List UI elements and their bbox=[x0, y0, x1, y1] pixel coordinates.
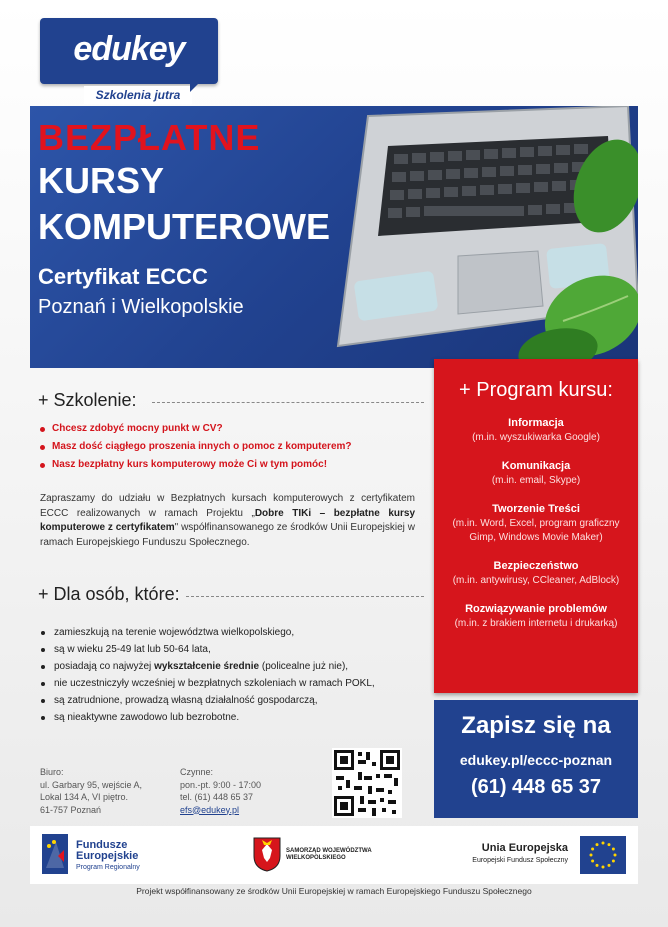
fe-title: Europejskie bbox=[76, 850, 139, 862]
fundusze-europejskie-logo bbox=[42, 834, 68, 874]
signup-url[interactable]: edukey.pl/eccc-poznan bbox=[459, 752, 613, 768]
certificate-title: Certyfikat ECCC bbox=[38, 264, 208, 289]
training-heading: + Szkolenie: bbox=[38, 390, 137, 410]
samorzad-text bbox=[286, 848, 372, 862]
office-address: ul. Garbary 95, wejście A, bbox=[40, 779, 143, 790]
program-item-desc: (m.in. antywirusy, CCleaner, AdBlock) bbox=[452, 575, 620, 586]
region-text: Poznań i Wielkopolskie bbox=[38, 296, 244, 318]
wielkopolska-coat-of-arms bbox=[252, 836, 282, 872]
ue-text bbox=[450, 842, 568, 864]
fe-title: Fundusze bbox=[76, 839, 128, 851]
program-item-name: Informacja bbox=[508, 417, 564, 429]
program-item bbox=[434, 459, 638, 488]
tagline-arrow bbox=[190, 84, 198, 92]
program-item-name: Rozwiązywanie problemów bbox=[465, 603, 607, 615]
program-box bbox=[434, 359, 638, 693]
list-item: są nieaktywne zawodowo lub bezrobotne. bbox=[40, 709, 420, 726]
signup-title: Zapisz się na bbox=[461, 712, 611, 739]
edu-suffix: (policealne już nie), bbox=[259, 661, 349, 672]
edu-bold: wykształcenie średnie bbox=[154, 661, 260, 672]
headline-free: BEZPŁATNE bbox=[38, 117, 261, 158]
footer-logos bbox=[30, 826, 638, 884]
qr-code[interactable] bbox=[332, 748, 402, 818]
hours-label: Czynne: bbox=[180, 767, 214, 777]
list-item: zamieszkują na terenie województwa wielkopolskiego, bbox=[40, 624, 420, 641]
program-item bbox=[434, 416, 638, 445]
fe-text bbox=[76, 840, 140, 873]
description-text: Zapraszamy do udziału w Bezpłatnych kursach komputerowych z certyfikatem ECCC realizowanych w ramach Projektu „ bbox=[40, 493, 415, 519]
program-title: + Program kursu: bbox=[459, 379, 613, 401]
office-address: Lokal 134 A, VI piętro. bbox=[40, 792, 129, 802]
hours-info bbox=[180, 766, 261, 816]
list-item: są zatrudnione, prowadzą własną działalność gospodarczą, bbox=[40, 692, 420, 709]
audience-list bbox=[40, 624, 420, 726]
list-item bbox=[40, 658, 420, 675]
logo-text: edukey bbox=[73, 30, 185, 68]
list-item: Chcesz zdobyć mocny punkt w CV? bbox=[40, 420, 430, 438]
project-name: Dobre TIKi – bezpłatne kursy komputerowe z certyfikatem bbox=[40, 507, 416, 533]
audience-heading: + Dla osób, które: bbox=[38, 584, 180, 604]
laptop-illustration bbox=[308, 106, 638, 368]
description-text: " współfinansowanego ze środków Unii Europejskiej w ramach Europejskiego Funduszu Społecznego. bbox=[40, 522, 415, 548]
program-item-desc: (m.in. email, Skype) bbox=[491, 475, 581, 486]
ue-subtitle: Europejski Fundusz Społeczny bbox=[472, 857, 568, 864]
tagline: Szkolenia jutra bbox=[84, 86, 192, 104]
list-item: Nasz bezpłatny kurs komputerowy może Ci w tym pomóc! bbox=[40, 456, 430, 474]
office-label: Biuro: bbox=[40, 767, 64, 777]
headline-block bbox=[38, 118, 330, 319]
email-link[interactable]: efs@edukey.pl bbox=[180, 804, 240, 815]
edukey-logo bbox=[40, 18, 218, 84]
program-item-name: Tworzenie Treści bbox=[492, 503, 580, 515]
list-item: są w wieku 25-49 lat lub 50-64 lata, bbox=[40, 641, 420, 658]
divider bbox=[186, 596, 424, 597]
ue-title: Unia Europejska bbox=[481, 842, 568, 854]
program-item bbox=[434, 559, 638, 588]
fe-subtitle: Program Regionalny bbox=[76, 864, 140, 871]
list-item: nie uczestniczyły wcześniej w bezpłatnych szkoleniach w ramach POKL, bbox=[40, 675, 420, 692]
headline-courses: KURSY bbox=[38, 160, 165, 201]
hours-phone: tel. (61) 448 65 37 bbox=[180, 792, 254, 802]
hero-banner bbox=[30, 106, 638, 368]
headline-computer: KOMPUTEROWE bbox=[38, 206, 330, 247]
list-item: Masz dość ciągłego proszenia innych o pomoc z komputerem? bbox=[40, 438, 430, 456]
signup-box bbox=[434, 700, 638, 818]
office-address: 61-757 Poznań bbox=[40, 804, 102, 815]
program-item bbox=[434, 502, 638, 545]
program-item bbox=[434, 602, 638, 631]
project-description bbox=[40, 492, 415, 550]
training-highlights bbox=[40, 420, 430, 474]
samorzad-line: SAMORZĄD WOJEWÓDZTWA bbox=[286, 848, 372, 854]
edu-prefix: posiadają co najwyżej bbox=[54, 661, 155, 672]
office-info bbox=[40, 766, 142, 816]
program-item-desc: (m.in. Word, Excel, program graficzny Gimp, Windows Movie Maker) bbox=[452, 518, 620, 543]
hours-days: pon.-pt. 9:00 - 17:00 bbox=[180, 779, 262, 790]
signup-phone[interactable]: (61) 448 65 37 bbox=[470, 776, 602, 798]
program-item-name: Komunikacja bbox=[501, 460, 571, 472]
program-item-desc: (m.in. z brakiem internetu i drukarką) bbox=[454, 618, 618, 629]
eu-flag-icon bbox=[580, 836, 626, 874]
samorzad-line: WIELKOPOLSKIEGO bbox=[286, 855, 346, 861]
program-item-desc: (m.in. wyszukiwarka Google) bbox=[472, 432, 600, 443]
footer-note: Projekt współfinansowany ze środków Unii Europejskiej w ramach Europejskiego Funduszu Społecznego bbox=[136, 886, 532, 896]
divider bbox=[152, 402, 424, 403]
program-item-name: Bezpieczeństwo bbox=[493, 560, 579, 572]
